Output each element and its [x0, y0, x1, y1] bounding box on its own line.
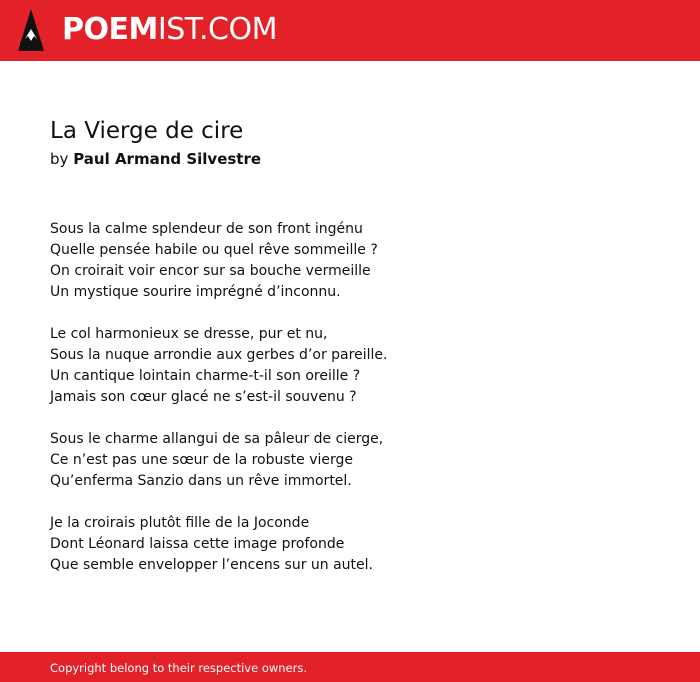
poem-line: Qu’enferma Sanzio dans un rêve immortel.: [50, 473, 352, 489]
poem-line: Que semble envelopper l’encens sur un autel.: [50, 557, 373, 573]
copyright-notice: Copyright belong to their respective owners.: [50, 661, 308, 675]
logo-bold-text: POEM: [62, 12, 158, 47]
poem-line: Un mystique sourire imprégné d’inconnu.: [50, 284, 341, 300]
stanza: [50, 513, 387, 576]
poem-author: Paul Armand Silvestre: [73, 150, 262, 168]
poem-body: [50, 219, 387, 597]
logo-light-text: IST.COM: [157, 12, 277, 47]
site-logo[interactable]: [62, 12, 277, 48]
poem-line: Dont Léonard laissa cette image profonde: [50, 536, 345, 552]
poem-line: Un cantique lointain charme-t-il son oreille ?: [50, 368, 361, 384]
stanza: [50, 429, 387, 492]
poem-line: Sous le charme allangui de sa pâleur de cierge,: [50, 431, 384, 447]
poem-line: Quelle pensée habile ou quel rêve sommeille ?: [50, 242, 378, 258]
stanza: [50, 324, 387, 408]
site-footer: [0, 652, 700, 682]
pencil-tip-icon[interactable]: [18, 9, 44, 51]
poem-line: Je la croirais plutôt fille de la Joconde: [50, 515, 310, 531]
poem-line: Sous la nuque arrondie aux gerbes d’or pareille.: [50, 347, 388, 363]
poem-line: On croirait voir encor sur sa bouche vermeille: [50, 263, 371, 279]
poem-line: Sous la calme splendeur de son front ingénu: [50, 221, 363, 237]
site-header: [0, 0, 700, 61]
by-label: by: [50, 150, 69, 168]
poem-line: Jamais son cœur glacé ne s’est-il souvenu ?: [50, 389, 357, 405]
poem-title: La Vierge de cire: [50, 118, 244, 144]
poem-byline: [50, 149, 261, 169]
poem-line: Le col harmonieux se dresse, pur et nu,: [50, 326, 328, 342]
poem-line: Ce n’est pas une sœur de la robuste vierge: [50, 452, 354, 468]
stanza: [50, 219, 387, 303]
